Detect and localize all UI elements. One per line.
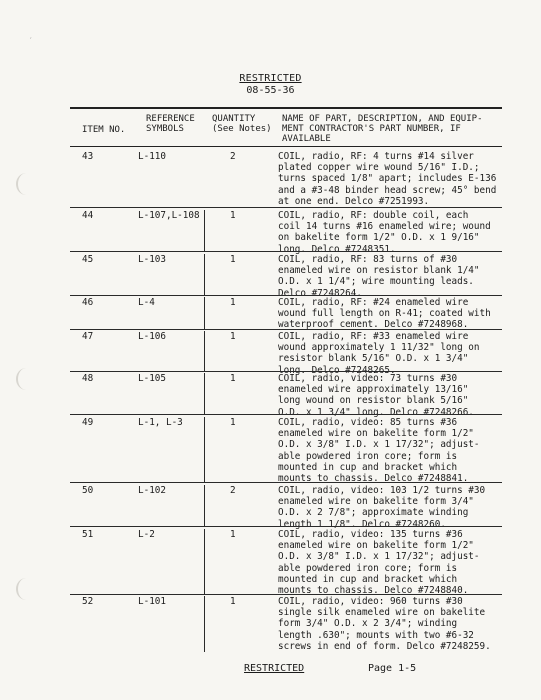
item-number: 44	[82, 210, 94, 221]
corner-mark: ′	[29, 37, 33, 44]
part-description: COIL, radio, RF: double coil, each coil 14 turns #16 enameled wire; wound on bakelite form 1/2" O.D. x 1 9/16" long. Delco #7248351.	[278, 210, 491, 255]
reference-symbol: L-105	[138, 373, 166, 384]
row-divider	[70, 295, 502, 296]
table-row	[70, 151, 502, 209]
description-border	[204, 297, 205, 330]
quantity: 1	[230, 254, 236, 265]
reference-symbol: L-1, L-3	[138, 417, 183, 428]
item-number: 52	[82, 596, 94, 607]
quantity: 1	[230, 529, 236, 540]
quantity: 1	[230, 331, 236, 342]
table-row	[70, 485, 502, 529]
row-divider	[70, 371, 502, 372]
row-divider	[70, 329, 502, 330]
table-row	[70, 331, 502, 375]
part-description: COIL, radio, RF: 4 turns #14 silver plated copper wire wound 5/16" I.D.; turns spaced 1/8" apart; includes E-136 and a #3-48 binder head screw; 45° bend at one end. Delco #7251993.	[278, 151, 497, 207]
item-number: 48	[82, 373, 94, 384]
quantity: 1	[230, 297, 236, 308]
item-number: 47	[82, 331, 94, 342]
part-description: COIL, radio, RF: #24 enameled wire wound full length on R-41; coated with waterproof cement. Delco #7248968.	[278, 297, 491, 331]
part-description: COIL, radio, RF: 83 turns of #30 enameled wire on resistor blank 1/4" O.D. x 1 1/4"; wire mounting leads. Delco #7248264.	[278, 254, 480, 299]
header-doc-number: 08-55-36	[246, 85, 295, 96]
punch-hole	[16, 368, 36, 390]
row-divider	[70, 251, 502, 252]
table-row	[70, 210, 502, 254]
description-border	[204, 331, 205, 372]
description-border	[204, 210, 205, 252]
punch-hole	[16, 173, 36, 195]
row-divider	[70, 482, 502, 483]
item-number: 49	[82, 417, 94, 428]
part-description: COIL, radio, video: 135 turns #36 enameled wire on bakelite form 1/2" O.D. x 3/8" I.D. x 1 17/32"; adjust- able powdered iron core; form is mounted in cup and bracket which mounts to chassis. Delco #7248840.	[278, 529, 480, 597]
item-number: 46	[82, 297, 94, 308]
reference-symbol: L-103	[138, 254, 166, 265]
description-border	[204, 373, 205, 415]
row-divider	[70, 414, 502, 415]
col-header-name: NAME OF PART, DESCRIPTION, AND EQUIP- MENT CONTRACTOR'S PART NUMBER, IF AVAILABLE	[282, 114, 483, 144]
quantity: 2	[230, 151, 236, 162]
row-divider	[70, 594, 502, 595]
quantity: 1	[230, 417, 236, 428]
item-number: 45	[82, 254, 94, 265]
description-border	[204, 417, 205, 483]
table-row	[70, 529, 502, 597]
item-number: 50	[82, 485, 94, 496]
row-divider	[70, 526, 502, 527]
description-border	[204, 596, 205, 652]
quantity: 1	[230, 596, 236, 607]
quantity: 1	[230, 210, 236, 221]
reference-symbol: L-4	[138, 297, 155, 308]
reference-symbol: L-102	[138, 485, 166, 496]
item-number: 51	[82, 529, 94, 540]
footer-classification: RESTRICTED	[244, 663, 305, 674]
reference-symbol: L-2	[138, 529, 155, 540]
part-description: COIL, radio, RF: #33 enameled wire wound approximately 1 11/32" long on resistor blank 5/16" O.D. x 1 3/4" long. Delco #7248265.	[278, 331, 480, 376]
reference-symbol: L-110	[138, 151, 166, 162]
table-row	[70, 373, 502, 417]
description-border	[204, 485, 205, 527]
col-header-reference: REFERENCE SYMBOLS	[146, 114, 195, 134]
table-row	[70, 596, 502, 654]
header-classification: RESTRICTED	[239, 73, 302, 84]
item-number: 43	[82, 151, 94, 162]
table-top-rule	[70, 107, 502, 109]
row-divider	[70, 207, 502, 208]
reference-symbol: L-107,L-108	[138, 210, 200, 221]
reference-symbol: L-101	[138, 596, 166, 607]
table-header-rule	[70, 146, 502, 147]
part-description: COIL, radio, video: 103 1/2 turns #30 enameled wire on bakelite form 3/4" O.D. x 2 7/8"; approximate winding length 1 1/8". Delco #7248260.	[278, 485, 486, 530]
table-row	[70, 254, 502, 298]
description-border	[204, 529, 205, 595]
reference-symbol: L-106	[138, 331, 166, 342]
col-header-quantity: QUANTITY (See Notes)	[212, 114, 272, 134]
quantity: 1	[230, 373, 236, 384]
description-border	[204, 254, 205, 296]
quantity: 2	[230, 485, 236, 496]
table-row	[70, 417, 502, 485]
page-number: Page 1-5	[368, 663, 417, 674]
part-description: COIL, radio, video: 85 turns #36 enameled wire on bakelite form 1/2" O.D. x 3/8" I.D. x 1 17/32"; adjust- able powdered iron core; form is mounted in cup and bracket which mounts to chassis. Delco #7248841.	[278, 417, 480, 485]
part-description: COIL, radio, video: 960 turns #30 single silk enameled wire on bakelite form 3/4" O.D. x 2 3/4"; winding length .630"; mounts with two #6-32 screws in end of form. Delco #7248259.	[278, 596, 491, 652]
col-header-item-no: ITEM NO.	[82, 125, 126, 135]
part-description: COIL, radio, video: 73 turns #30 enameled wire approximately 13/16" long wound on resistor blank 5/16" O.D. x 1 3/4" long. Delco #7248266.	[278, 373, 474, 418]
punch-hole	[16, 578, 36, 600]
table-row	[70, 297, 502, 331]
